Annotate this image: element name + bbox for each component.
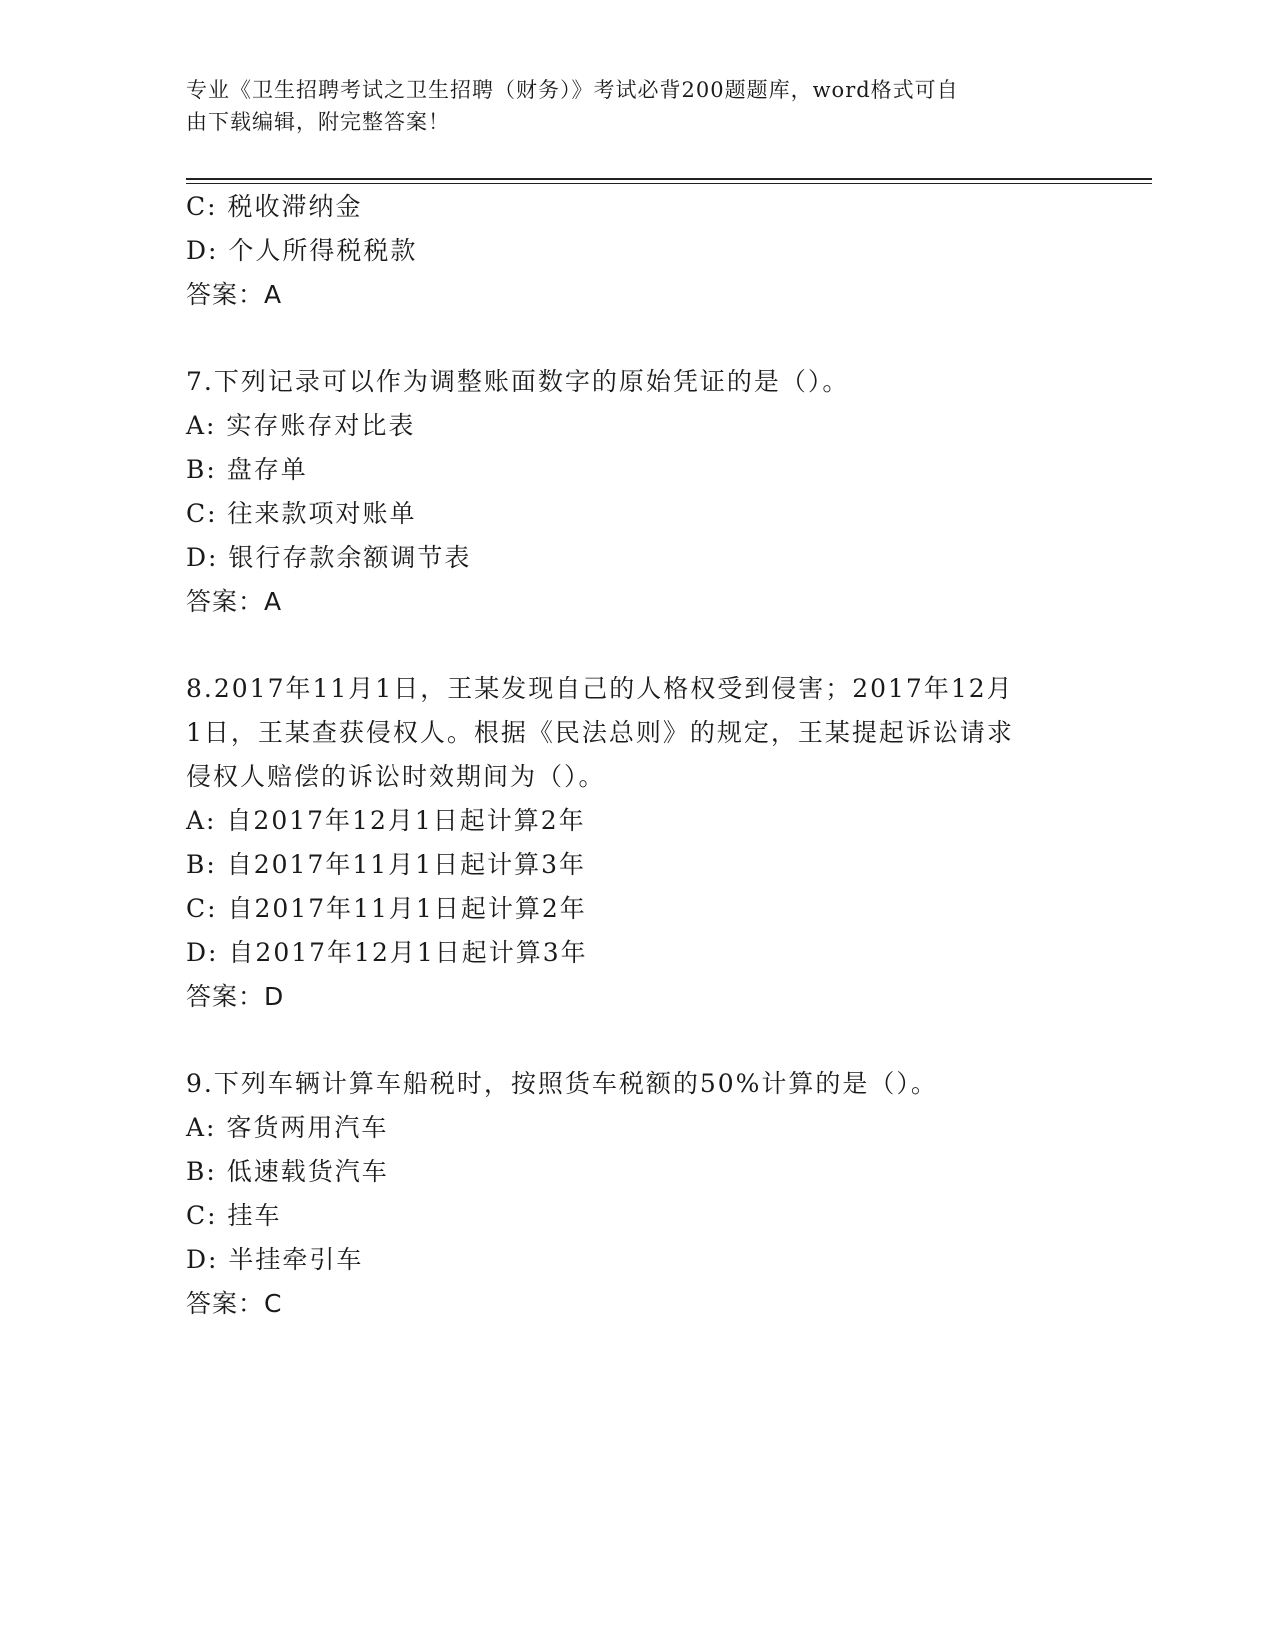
q8-stem-line-2: 1日，王某查获侵权人。根据《民法总则》的规定，王某提起诉讼请求 [186, 718, 1014, 747]
q7-option-b: B: 盘存单 [186, 455, 308, 484]
q9-option-a: A: 客货两用汽车 [186, 1113, 389, 1142]
q9-option-b: B: 低速载货汽车 [186, 1157, 389, 1186]
q9-stem: 9.下列车辆计算车船税时，按照货车税额的50%计算的是（）。 [186, 1069, 938, 1098]
q7-option-c: C: 往来款项对账单 [186, 499, 417, 528]
header-rule-thin [186, 183, 1152, 184]
q8-stem-line-3: 侵权人赔偿的诉讼时效期间为（）。 [186, 762, 606, 791]
document-header [186, 74, 1066, 138]
header-rule-thick [186, 178, 1152, 180]
q8-stem-line-1: 8.2017年11月1日，王某发现自己的人格权受到侵害；2017年12月 [186, 674, 1014, 703]
q9-option-c: C: 挂车 [186, 1201, 282, 1230]
q8-option-c: C: 自2017年11月1日起计算2年 [186, 894, 587, 923]
q7-answer: 答案：A [186, 587, 283, 616]
q9-option-d: D: 半挂牵引车 [186, 1245, 364, 1274]
q7-option-a: A: 实存账存对比表 [186, 411, 416, 440]
q8-option-b: B: 自2017年11月1日起计算3年 [186, 850, 586, 879]
q7-stem: 7.下列记录可以作为调整账面数字的原始凭证的是（）。 [186, 367, 850, 396]
header-line-2: 由下载编辑，附完整答案！ [186, 110, 450, 134]
q6-option-c: C: 税收滞纳金 [186, 192, 363, 221]
q8-option-a: A: 自2017年12月1日起计算2年 [186, 806, 586, 835]
q9-answer: 答案：C [186, 1289, 283, 1318]
q6-answer: 答案：A [186, 280, 283, 309]
q7-option-d: D: 银行存款余额调节表 [186, 543, 472, 572]
q8-option-d: D: 自2017年12月1日起计算3年 [186, 938, 588, 967]
q8-answer: 答案：D [186, 982, 285, 1011]
q6-option-d: D: 个人所得税税款 [186, 236, 418, 265]
header-line-1: 专业《卫生招聘考试之卫生招聘（财务）》考试必背200题题库，word格式可自 [186, 78, 959, 102]
